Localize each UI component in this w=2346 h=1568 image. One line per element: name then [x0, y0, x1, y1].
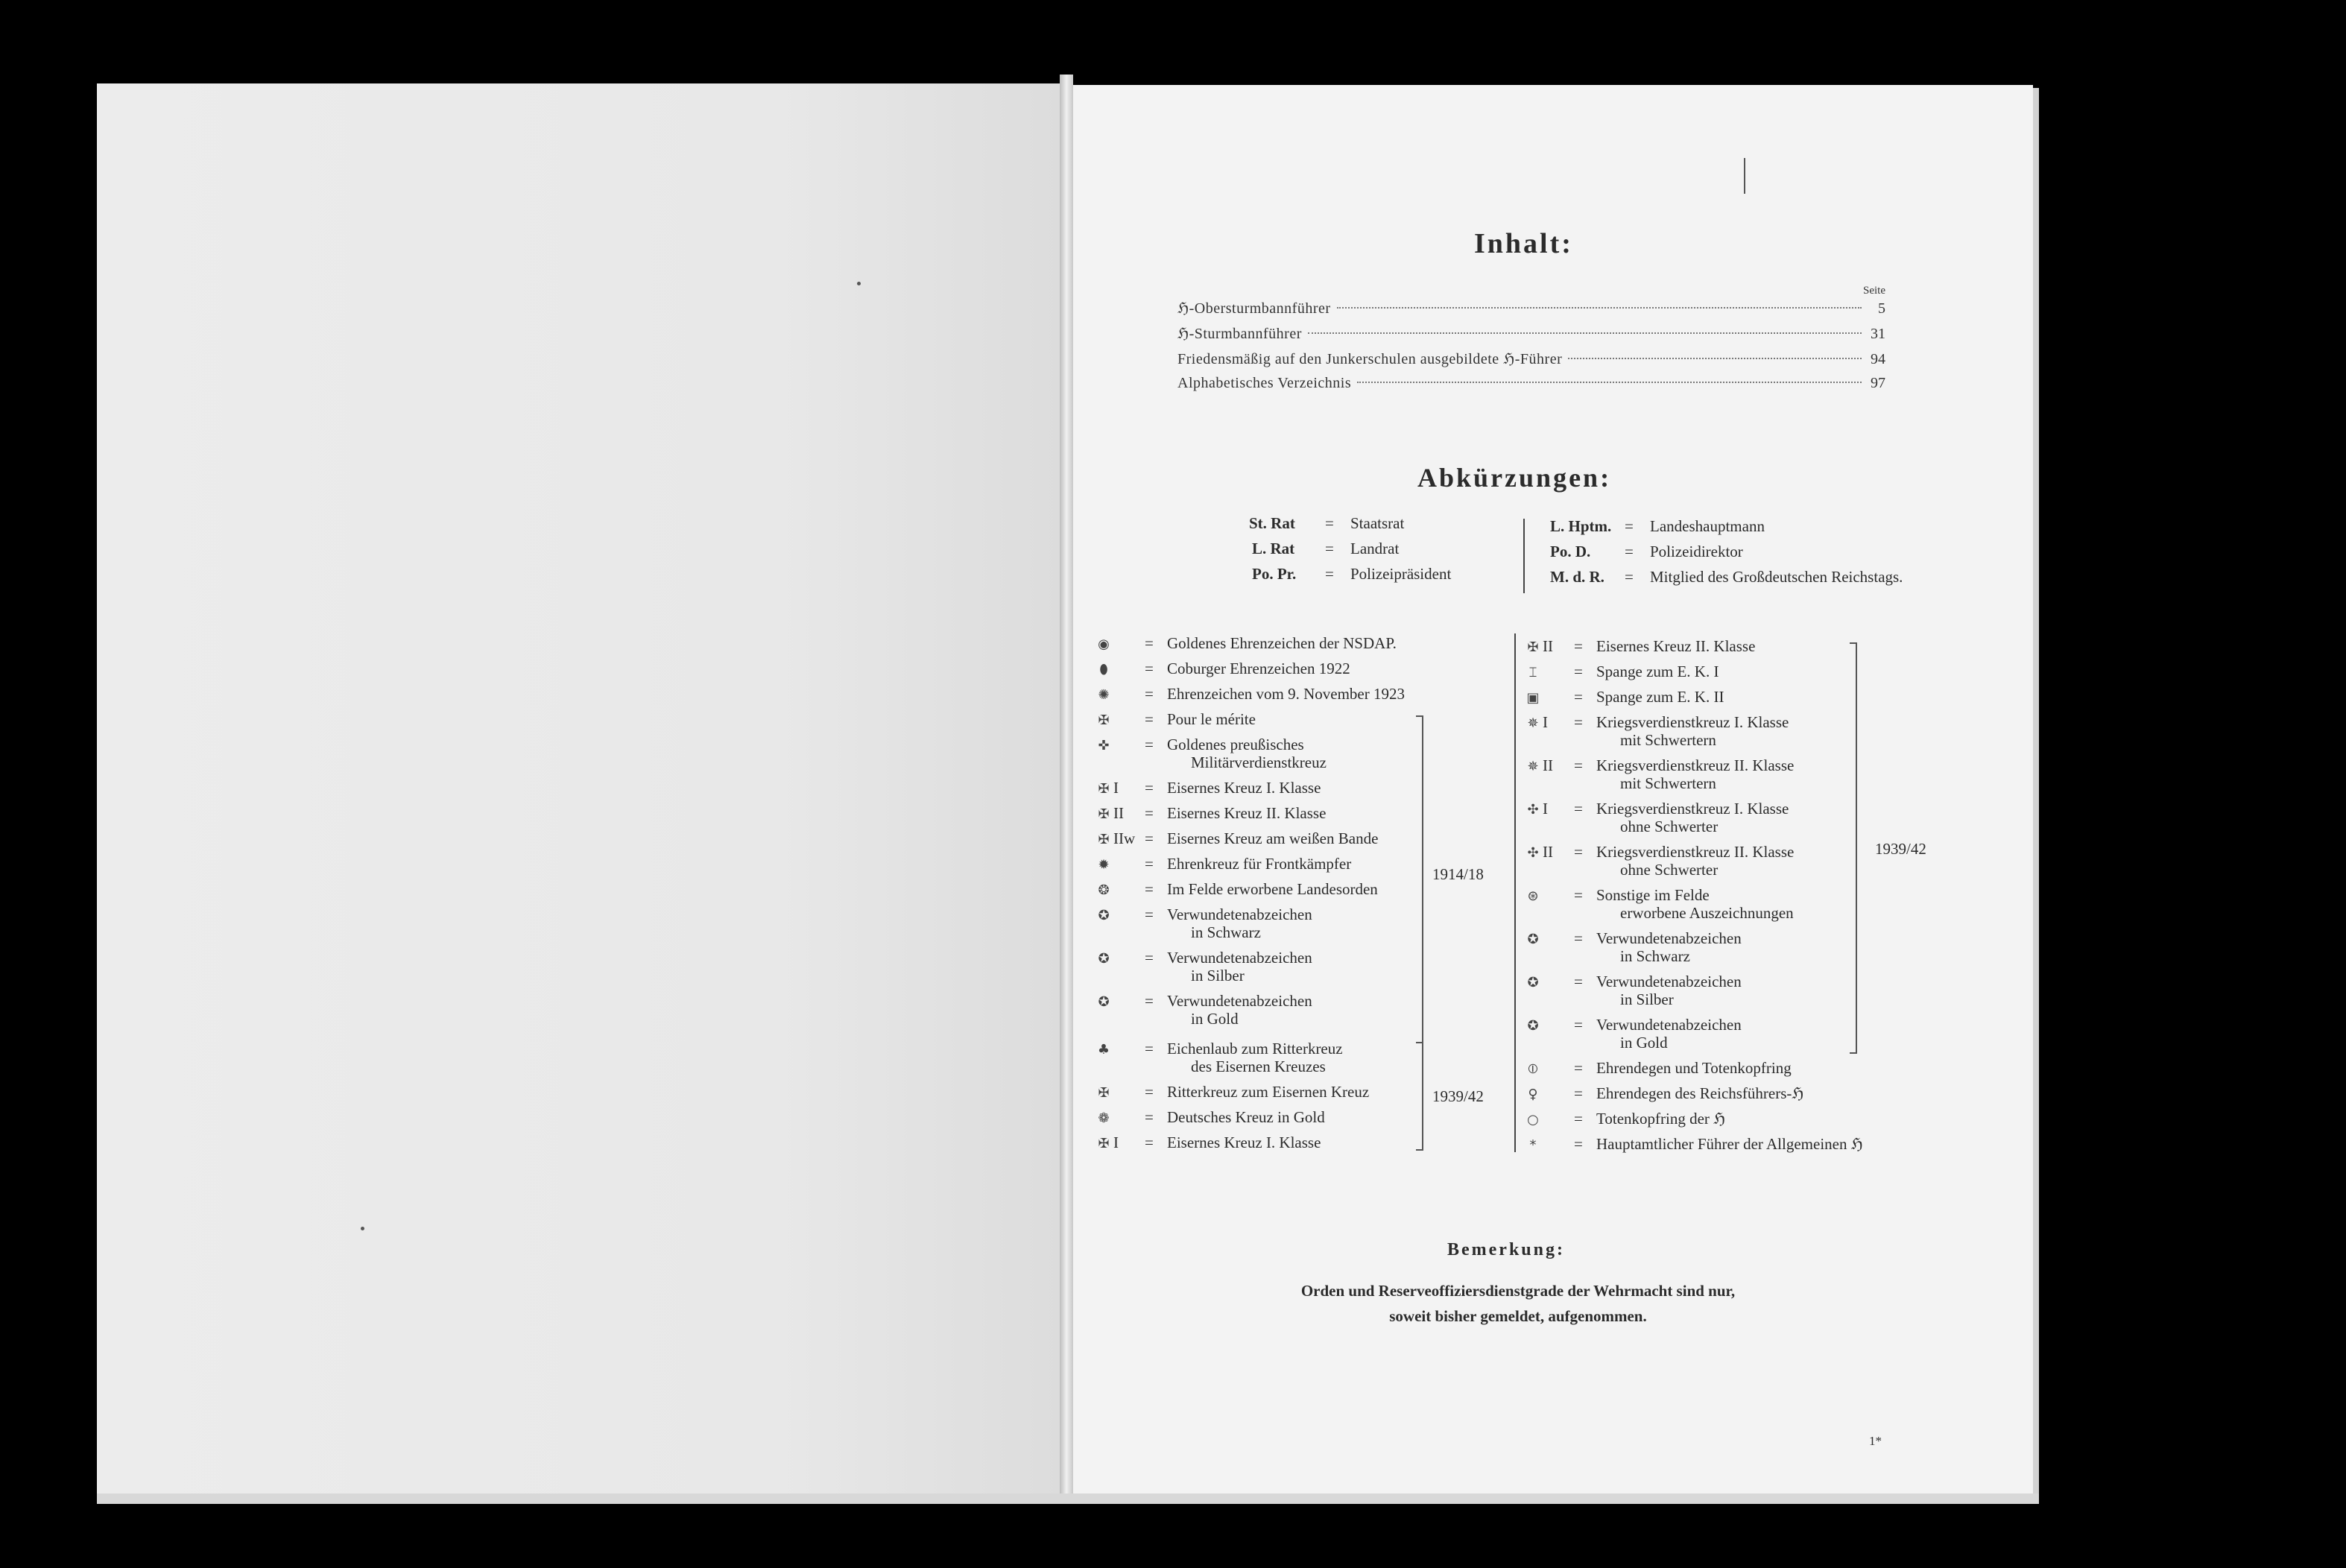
legend-item	[1094, 780, 1321, 797]
decoration-class: I	[1543, 713, 1548, 731]
decoration-label-cont: ohne Schwerter	[1620, 818, 1719, 835]
legend-item	[1094, 805, 1326, 823]
toc-item[interactable]: ℌ-Obersturmbannführer 5	[1177, 300, 1885, 317]
abbr-item: Po. D.	[1550, 543, 1591, 560]
equals-sign: =	[1145, 660, 1154, 677]
equals-sign: =	[1574, 1084, 1583, 1102]
decoration-icon: ♣	[1097, 1042, 1110, 1058]
decoration-label: Spange zum E. K. II	[1596, 688, 1724, 706]
legend-item	[1523, 714, 1789, 748]
decoration-label-cont: in Silber	[1620, 990, 1674, 1008]
abbr-meaning: Landrat	[1350, 540, 1400, 557]
decoration-label: Kriegsverdienstkreuz II. Klasse	[1596, 843, 1795, 861]
equals-sign: =	[1145, 880, 1154, 898]
legend-item	[1523, 663, 1719, 681]
equals-sign: =	[1145, 949, 1154, 967]
decoration-label: Ehrenzeichen vom 9. November 1923	[1167, 685, 1405, 703]
decoration-label: Ehrendegen des Reichsführers-ℌ	[1596, 1084, 1804, 1102]
equals-sign: =	[1145, 685, 1154, 703]
decoration-icon: ✵	[1527, 759, 1539, 774]
decoration-label: Coburger Ehrenzeichen 1922	[1167, 660, 1350, 677]
decoration-label-cont: in Schwarz	[1191, 923, 1261, 941]
legend-item	[1094, 906, 1312, 941]
period-label-ww1: 1914/18	[1432, 865, 1484, 883]
toc-title: Inhalt:	[1474, 228, 1573, 259]
decoration-icon: ✣	[1527, 845, 1539, 861]
legend-item	[1094, 635, 1397, 653]
remark-line: Orden und Reserveoffiziersdienstgrade der Wehrmacht sind nur,	[1300, 1282, 1736, 1300]
legend-item	[1094, 856, 1351, 873]
decoration-class: IIw	[1113, 829, 1136, 847]
abbreviations-divider	[1523, 519, 1525, 593]
equals-sign: =	[1574, 1110, 1583, 1128]
decoration-icon: ✪	[1098, 951, 1110, 967]
decoration-class: I	[1113, 1134, 1119, 1151]
equals-sign: =	[1574, 1135, 1583, 1153]
legend-item	[1094, 1040, 1343, 1075]
decoration-label-cont: in Schwarz	[1620, 947, 1690, 965]
decoration-label: Verwundetenabzeichen	[1596, 1016, 1742, 1034]
equals-sign: =	[1145, 855, 1154, 873]
decoration-label: Verwundetenabzeichen	[1596, 973, 1742, 990]
decoration-icon: *	[1529, 1137, 1537, 1153]
decoration-icon: ❂	[1098, 882, 1110, 898]
abbr-meaning: Polizeipräsident	[1350, 565, 1452, 583]
abbr-meaning: Landeshauptmann	[1650, 517, 1765, 535]
abbreviations-title: Abkürzungen:	[1417, 463, 1612, 493]
decoration-icon: ✠	[1098, 781, 1110, 797]
decoration-label: Verwundetenabzeichen	[1167, 949, 1312, 967]
decoration-label: Verwundetenabzeichen	[1596, 929, 1742, 947]
decoration-label: Eisernes Kreuz am weißen Bande	[1167, 829, 1379, 847]
decoration-icon: ✪	[1527, 932, 1539, 947]
equals-sign: =	[1574, 843, 1583, 861]
decoration-label: Goldenes preußisches	[1167, 736, 1304, 753]
equals-sign: =	[1145, 779, 1154, 797]
equals-sign: =	[1145, 1108, 1154, 1126]
decoration-label: Eisernes Kreuz II. Klasse	[1167, 804, 1327, 822]
scan-speck	[857, 282, 861, 285]
page-number: 1*	[1869, 1434, 1882, 1448]
abbr-item: Po. Pr.	[1252, 565, 1297, 583]
abbr-meaning: Polizeidirektor	[1650, 543, 1743, 560]
period-bracket-ww2-right	[1850, 642, 1857, 1054]
decoration-class: II	[1113, 804, 1124, 822]
decoration-label: Verwundetenabzeichen	[1167, 992, 1312, 1010]
decoration-icon: ◉	[1098, 636, 1110, 652]
decoration-icon: ✪	[1527, 1018, 1539, 1034]
decoration-icon: ⌶	[1528, 665, 1537, 680]
left-blank-page	[97, 83, 1066, 1504]
decoration-class: I	[1113, 779, 1119, 797]
legend-item	[1523, 689, 1724, 706]
equals-sign: =	[1625, 543, 1634, 560]
decoration-label: Pour le mérite	[1167, 710, 1256, 728]
scan-speck	[361, 1227, 364, 1230]
equals-sign: =	[1574, 973, 1583, 990]
decoration-icon: ♀	[1528, 1087, 1538, 1102]
period-label-ww2-left: 1939/42	[1432, 1087, 1484, 1105]
period-bracket-ww2-left	[1416, 1042, 1423, 1151]
decoration-label-cont: erworbene Auszeichnungen	[1620, 904, 1794, 922]
equals-sign: =	[1145, 1083, 1154, 1101]
decoration-label: Spange zum E. K. I	[1596, 663, 1719, 680]
decoration-label: Hauptamtlicher Führer der Allgemeinen ℌ	[1596, 1135, 1863, 1153]
abbr-item: L. Rat	[1252, 540, 1295, 557]
decoration-label: Totenkopfring der ℌ	[1596, 1110, 1725, 1128]
decoration-icon: ⬮	[1099, 662, 1108, 677]
decoration-label: Kriegsverdienstkreuz I. Klasse	[1596, 713, 1789, 731]
decoration-class: II	[1543, 843, 1553, 861]
legend-item	[1523, 1136, 1863, 1154]
decoration-icon: ⊛	[1527, 888, 1539, 904]
decoration-class: II	[1543, 637, 1553, 655]
equals-sign: =	[1574, 929, 1583, 947]
equals-sign: =	[1145, 710, 1154, 728]
decoration-icon: ✠	[1527, 639, 1539, 655]
decoration-icon: ✠	[1098, 806, 1110, 822]
decoration-label: Ehrendegen und Totenkopfring	[1596, 1059, 1792, 1077]
decoration-icon: ✠	[1098, 1085, 1110, 1101]
toc-item[interactable]: Friedensmäßig auf den Junkerschulen ausgebildete ℌ-Führer 94	[1177, 351, 1885, 367]
equals-sign: =	[1325, 565, 1334, 583]
page-edge-bottom	[97, 1493, 2039, 1504]
equals-sign: =	[1625, 568, 1634, 586]
legend-item	[1094, 830, 1378, 848]
period-label-ww2-right: 1939/42	[1875, 840, 1926, 858]
legend-item	[1523, 930, 1742, 964]
abbr-meaning: Mitglied des Großdeutschen Reichstags.	[1650, 568, 1903, 586]
decoration-label-cont: mit Schwertern	[1620, 774, 1716, 792]
decoration-icon: ✪	[1098, 908, 1110, 923]
decoration-label: Sonstige im Felde	[1596, 886, 1710, 904]
equals-sign: =	[1325, 540, 1334, 557]
equals-sign: =	[1145, 1040, 1154, 1058]
equals-sign: =	[1574, 886, 1583, 904]
legend-item	[1094, 1084, 1369, 1101]
legend-item	[1523, 800, 1789, 835]
equals-sign: =	[1574, 800, 1583, 818]
remark-line: soweit bisher gemeldet, aufgenommen.	[1389, 1307, 1647, 1325]
legend-item	[1094, 949, 1312, 984]
decoration-icon: ✵	[1527, 715, 1539, 731]
decoration-label: Eisernes Kreuz II. Klasse	[1596, 637, 1756, 655]
legend-item	[1094, 1134, 1321, 1152]
decoration-label-cont: mit Schwertern	[1620, 731, 1716, 749]
decoration-icon: ▣	[1526, 690, 1540, 706]
legend-item	[1523, 1110, 1725, 1128]
equals-sign: =	[1574, 637, 1583, 655]
equals-sign: =	[1325, 514, 1334, 532]
decoration-icon: ✠	[1098, 712, 1110, 728]
decoration-label: Kriegsverdienstkreuz I. Klasse	[1596, 800, 1789, 818]
legend-item	[1094, 1109, 1325, 1127]
decoration-icon: ✠	[1098, 832, 1110, 847]
legend-item	[1523, 638, 1755, 656]
decoration-icon: ✹	[1098, 857, 1110, 873]
abbr-item: L. Hptm.	[1550, 517, 1612, 535]
equals-sign: =	[1145, 992, 1154, 1010]
legend-item	[1094, 711, 1256, 729]
decoration-label-cont: Militärverdienstkreuz	[1191, 753, 1327, 771]
equals-sign: =	[1145, 905, 1154, 923]
decoration-label: Eisernes Kreuz I. Klasse	[1167, 1134, 1321, 1151]
decoration-icon: ✣	[1527, 802, 1539, 818]
decoration-label-cont: ohne Schwerter	[1620, 861, 1719, 879]
toc-item[interactable]: Alphabetisches Verzeichnis 97	[1177, 375, 1885, 391]
legend-item	[1523, 1017, 1742, 1051]
legend-item	[1523, 1085, 1803, 1103]
decoration-icon: ⦶	[1528, 1061, 1538, 1077]
decoration-icon: ✪	[1098, 994, 1110, 1010]
decoration-label: Kriegsverdienstkreuz II. Klasse	[1596, 756, 1795, 774]
legend-item	[1523, 973, 1742, 1008]
abbr-item: M. d. R.	[1550, 568, 1604, 586]
decoration-icon: ❁	[1098, 1110, 1110, 1126]
decoration-label: Goldenes Ehrenzeichen der NSDAP.	[1167, 634, 1397, 652]
legend-item	[1094, 993, 1312, 1027]
equals-sign: =	[1145, 804, 1154, 822]
equals-sign: =	[1625, 517, 1634, 535]
decoration-label-cont: in Gold	[1191, 1010, 1239, 1028]
abbr-item: St. Rat	[1249, 514, 1295, 532]
equals-sign: =	[1574, 1016, 1583, 1034]
decoration-label: Eisernes Kreuz I. Klasse	[1167, 779, 1321, 797]
equals-sign: =	[1574, 713, 1583, 731]
equals-sign: =	[1145, 634, 1154, 652]
legend-item	[1523, 844, 1794, 878]
remark-title: Bemerkung:	[1447, 1240, 1565, 1259]
decoration-label: Verwundetenabzeichen	[1167, 905, 1312, 923]
equals-sign: =	[1574, 756, 1583, 774]
decoration-class: I	[1543, 800, 1548, 818]
decoration-label-cont: in Gold	[1620, 1034, 1668, 1052]
table-of-contents	[1177, 285, 1885, 400]
legend-item	[1094, 660, 1350, 678]
decoration-icon: ✠	[1098, 1136, 1110, 1151]
legend-item	[1094, 686, 1405, 704]
decoration-label: Deutsches Kreuz in Gold	[1167, 1108, 1325, 1126]
scan-mark	[1744, 158, 1745, 194]
legend-item	[1094, 881, 1378, 899]
abbr-meaning: Staatsrat	[1350, 514, 1405, 532]
decoration-class: II	[1543, 756, 1553, 774]
decoration-label-cont: des Eisernen Kreuzes	[1191, 1058, 1326, 1075]
equals-sign: =	[1574, 663, 1583, 680]
equals-sign: =	[1145, 736, 1154, 753]
decoration-icon: ✺	[1098, 687, 1110, 703]
equals-sign: =	[1145, 1134, 1154, 1151]
decoration-label: Ritterkreuz zum Eisernen Kreuz	[1167, 1083, 1370, 1101]
equals-sign: =	[1574, 1059, 1583, 1077]
equals-sign: =	[1574, 688, 1583, 706]
legend-item	[1094, 736, 1327, 771]
toc-page-header: Seite	[1863, 285, 1885, 297]
legend-divider	[1514, 633, 1516, 1152]
equals-sign: =	[1145, 829, 1154, 847]
decoration-label-cont: in Silber	[1191, 967, 1245, 984]
decoration-icon: ✜	[1098, 738, 1110, 753]
decoration-icon: ✪	[1527, 975, 1539, 990]
decoration-label: Ehrenkreuz für Frontkämpfer	[1167, 855, 1352, 873]
decoration-label: Im Felde erworbene Landesorden	[1167, 880, 1378, 898]
toc-item[interactable]: ℌ-Sturmbannführer 31	[1177, 326, 1885, 342]
legend-item	[1523, 1060, 1792, 1078]
decoration-label: Eichenlaub zum Ritterkreuz	[1167, 1040, 1343, 1058]
legend-item	[1523, 757, 1794, 791]
page-edge	[2033, 88, 2039, 1493]
book-spine	[1060, 75, 1073, 1504]
legend-item	[1523, 887, 1794, 921]
decoration-icon: ○	[1527, 1112, 1539, 1128]
